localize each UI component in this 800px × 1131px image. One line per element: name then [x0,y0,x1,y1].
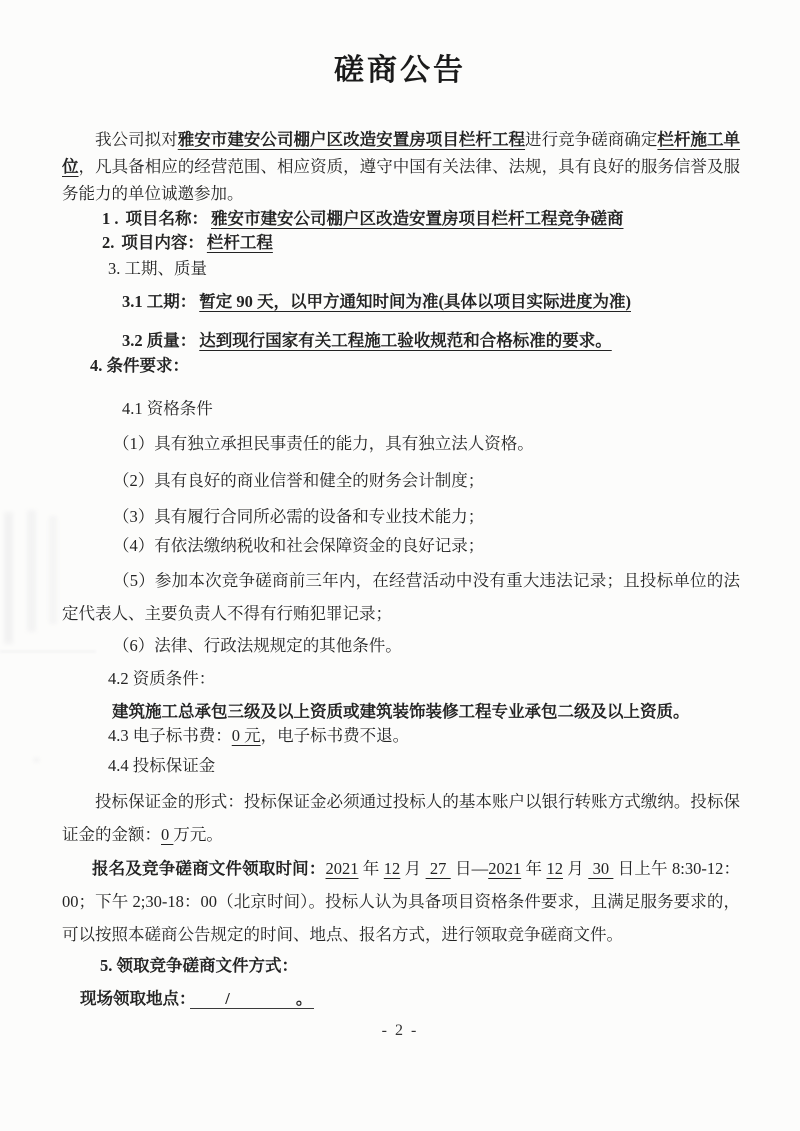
item-value-underlined: 雅安市建安公司棚户区改造安置房项目栏杆工程竞争磋商 [211,209,624,228]
fee-value-underlined: 0 元 [231,726,261,745]
signup-day1-underlined: 27 [425,859,451,878]
clause-label: 4.3 电子标书费： [108,726,232,745]
signup-day2-underlined: 30 [588,859,614,878]
signup-month1-underlined: 12 [383,859,401,878]
contractor-unit-underlined: 栏杆施工单位 [62,130,741,176]
deposit-unit-text: 万元。 [173,825,223,844]
signup-label: 报名及竞争磋商文件领取时间： [92,859,326,878]
deposit-paragraph [62,785,740,851]
signup-sep: 月 [400,859,426,878]
signup-year1-underlined: 2021 [325,859,359,878]
page-number: - 2 - [381,1022,419,1039]
signup-sep: 年 [521,859,547,878]
condition-item-2: （2）具有良好的商业信誉和健全的财务会计制度； [113,471,485,490]
condition-item-4: （4）有依法缴纳税收和社会保障资金的良好记录； [113,536,485,555]
signup-sep: 日— [450,859,489,878]
clause-4-4-heading: 4.4 投标保证金 [108,756,216,775]
item-value-underlined: 栏杆工程 [206,233,273,252]
item-label: 项目内容： [121,233,204,252]
signup-year2-underlined: 2021 [488,859,522,878]
signup-time-paragraph [62,852,740,951]
item-label: 项目名称： [125,209,208,228]
pickup-label: 现场领取地点： [80,989,188,1008]
item-2-project-content [102,231,740,255]
deposit-text: 投标保证金的形式：投标保证金必须通过投标人的基本账户以银行转账方式缴纳。投标保证金的金额： [62,792,740,844]
clause-4-1-heading: 4.1 资格条件 [122,399,213,418]
qualification-requirement-line: 建筑施工总承包三级及以上资质或建筑装饰装修工程专业承包二级及以上资质。 [112,702,690,721]
section-5-heading: 5. 领取竞争磋商文件方式： [100,956,298,975]
intro-paragraph [62,126,740,207]
pickup-location-line [80,986,740,1012]
project-name-underlined: 雅安市建安公司棚户区改造安置房项目栏杆工程 [177,130,526,149]
signup-month2-underlined: 12 [546,859,563,878]
item-number: 1 . [102,209,119,228]
signup-sep: 年 [358,859,384,878]
document-body [0,126,800,1012]
page-title: 磋商公告 [334,54,466,87]
pickup-blank-underline: / 。 [192,989,313,1008]
section-4-heading: 4. 条件要求： [90,356,189,375]
intro-lead: 我公司拟对 [95,130,178,149]
intro-rest: ，凡具备相应的经营范围、相应资质，遵守中国有关法律、法规，具有良好的服务信誉及服务能力的单位诚邀参加。 [62,157,741,203]
clause-4-3-fee [108,724,740,748]
clause-label: 3.1 工期： [122,292,197,311]
condition-item-6: （6）法律、行政法规规定的其他条件。 [113,636,402,655]
clause-4-2-heading: 4.2 资质条件： [108,669,216,688]
item-1-project-name [102,207,740,231]
clause-value-underlined: 暂定 90 天，以甲方通知时间为准(具体以项目实际进度为准) [199,292,631,311]
clause-label: 3.2 质量： [122,331,197,350]
deposit-amount-underlined: 0 [161,825,174,844]
item-number: 2. [102,233,115,252]
section-3-heading: 3. 工期、质量 [108,259,207,278]
clause-3-1-duration [122,290,740,314]
intro-mid: 进行竞争磋商确定 [525,130,658,149]
condition-item-5: （5）参加本次竞争磋商前三年内，在经营活动中没有重大违法记录；且投标单位的法定代表人、主要负责人不得有行贿犯罪记录； [62,571,740,623]
clause-3-2-quality [122,329,740,353]
signup-sep: 月 [562,859,589,878]
clause-value-underlined: 达到现行国家有关工程施工验收规范和合格标准的要求。 [199,331,612,350]
condition-item-3: （3）具有履行合同所必需的设备和专业技术能力； [113,507,485,526]
condition-item-1: （1）具有独立承担民事责任的能力，具有独立法人资格。 [113,434,534,453]
signup-rest: 日上午 8:30-12：00；下午 2;30-18：00（北京时间）。投标人认为具备项目资格条件要求，且满足服务要求的，可以按照本磋商公告规定的时间、地点、报名方式，进行领取竞争磋商文件。 [62,859,741,944]
clause-rest: ，电子标书费不退。 [260,726,410,745]
